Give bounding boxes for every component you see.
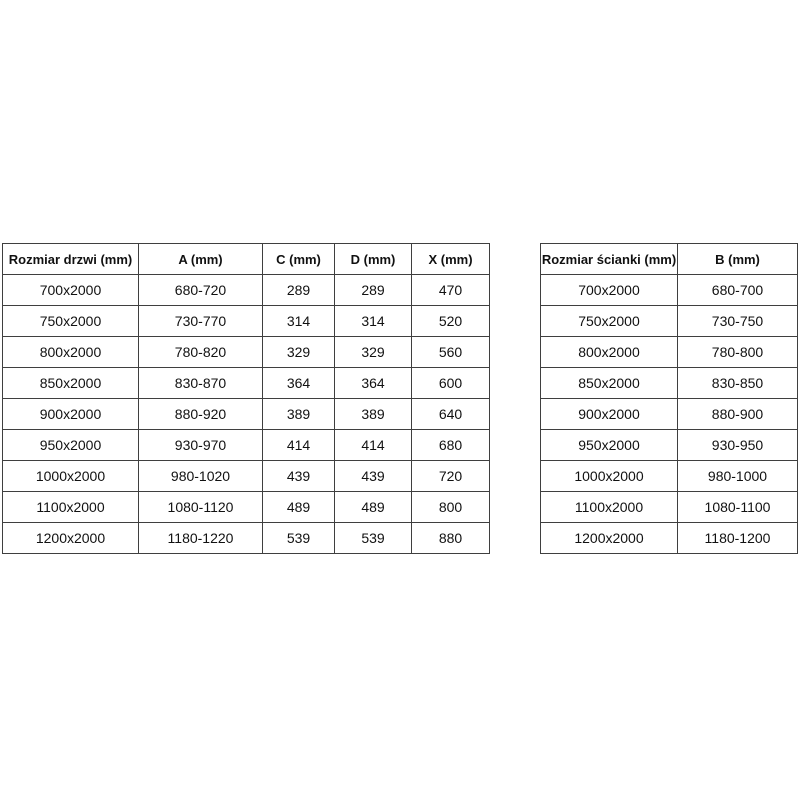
table-cell: 539 [335,523,412,554]
table-cell: 730-770 [139,306,263,337]
table-cell: 439 [263,461,335,492]
table-cell: 1000x2000 [541,461,678,492]
table-cell: 489 [263,492,335,523]
table-cell: 930-950 [678,430,798,461]
table-row [3,337,490,368]
table-cell: 414 [263,430,335,461]
table-row [3,461,490,492]
table-cell: 329 [263,337,335,368]
table-row [541,275,798,306]
table-row [3,399,490,430]
table-cell: 720 [412,461,490,492]
table-cell: 1200x2000 [3,523,139,554]
table-cell: 730-750 [678,306,798,337]
table-cell: 314 [335,306,412,337]
table-row [3,523,490,554]
header-row [3,244,490,275]
column-header: C (mm) [263,244,335,275]
column-header: D (mm) [335,244,412,275]
table-row [541,430,798,461]
table-cell: 289 [335,275,412,306]
table-cell: 389 [335,399,412,430]
wall-size-table-head [541,244,798,275]
table-cell: 314 [263,306,335,337]
table-cell: 364 [335,368,412,399]
table-cell: 489 [335,492,412,523]
table-row [541,461,798,492]
table-cell: 439 [335,461,412,492]
table-cell: 780-800 [678,337,798,368]
table-cell: 880-900 [678,399,798,430]
table-cell: 800 [412,492,490,523]
table-cell: 700x2000 [541,275,678,306]
table-cell: 680-720 [139,275,263,306]
table-row [541,368,798,399]
column-header: Rozmiar drzwi (mm) [3,244,139,275]
wall-size-table [540,243,798,554]
table-cell: 950x2000 [3,430,139,461]
table-cell: 600 [412,368,490,399]
table-row [541,492,798,523]
table-row [3,430,490,461]
column-header: A (mm) [139,244,263,275]
table-cell: 950x2000 [541,430,678,461]
table-cell: 850x2000 [541,368,678,399]
table-cell: 640 [412,399,490,430]
column-header: X (mm) [412,244,490,275]
table-cell: 680-700 [678,275,798,306]
table-row [3,306,490,337]
table-cell: 364 [263,368,335,399]
door-size-table-body [3,275,490,554]
door-size-table [2,243,490,554]
header-row [541,244,798,275]
table-cell: 880 [412,523,490,554]
table-cell: 470 [412,275,490,306]
table-cell: 900x2000 [541,399,678,430]
table-cell: 750x2000 [541,306,678,337]
table-row [541,337,798,368]
table-cell: 1080-1100 [678,492,798,523]
table-row [3,368,490,399]
table-cell: 830-850 [678,368,798,399]
table-row [541,306,798,337]
table-cell: 780-820 [139,337,263,368]
table-cell: 1080-1120 [139,492,263,523]
table-cell: 830-870 [139,368,263,399]
column-header: Rozmiar ścianki (mm) [541,244,678,275]
table-cell: 850x2000 [3,368,139,399]
table-cell: 880-920 [139,399,263,430]
table-cell: 800x2000 [541,337,678,368]
table-cell: 700x2000 [3,275,139,306]
table-cell: 389 [263,399,335,430]
table-cell: 1200x2000 [541,523,678,554]
table-cell: 1100x2000 [541,492,678,523]
table-cell: 539 [263,523,335,554]
table-cell: 680 [412,430,490,461]
column-header: B (mm) [678,244,798,275]
table-cell: 329 [335,337,412,368]
table-cell: 1000x2000 [3,461,139,492]
table-cell: 289 [263,275,335,306]
table-cell: 1180-1200 [678,523,798,554]
table-row [541,523,798,554]
table-row [3,275,490,306]
table-cell: 980-1020 [139,461,263,492]
table-cell: 520 [412,306,490,337]
table-cell: 980-1000 [678,461,798,492]
table-cell: 1180-1220 [139,523,263,554]
table-cell: 900x2000 [3,399,139,430]
table-cell: 414 [335,430,412,461]
table-cell: 930-970 [139,430,263,461]
table-row [3,492,490,523]
table-row [541,399,798,430]
door-size-table-head [3,244,490,275]
table-cell: 800x2000 [3,337,139,368]
wall-size-table-body [541,275,798,554]
table-cell: 560 [412,337,490,368]
table-cell: 750x2000 [3,306,139,337]
table-cell: 1100x2000 [3,492,139,523]
